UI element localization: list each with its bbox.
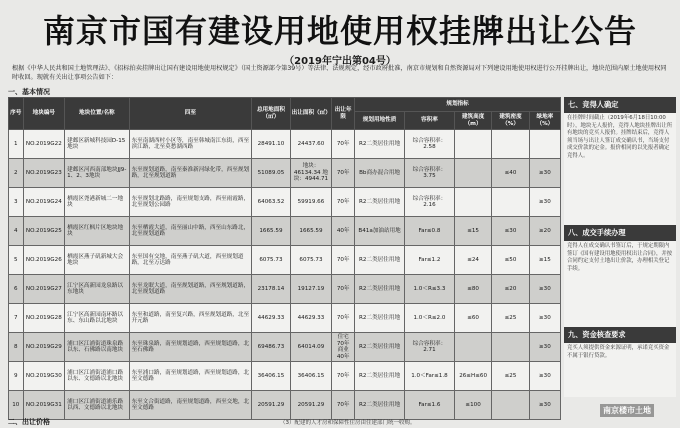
cell-total: 69486.73 bbox=[252, 333, 290, 362]
sidebar-heading: 八、成交手续办理 bbox=[564, 225, 676, 241]
cell-sell: 6075.73 bbox=[290, 246, 332, 275]
cell-height: ≤100 bbox=[454, 391, 491, 420]
sidebar-notes bbox=[564, 97, 676, 428]
cell-code: NO.2019G30 bbox=[23, 362, 65, 391]
header-bounds: 四至 bbox=[129, 98, 252, 130]
table-row bbox=[9, 188, 561, 217]
watermark-badge: 南京楼市土地 bbox=[600, 404, 654, 417]
cell-far: 综合容积率：2.58 bbox=[405, 130, 455, 159]
cell-total: 23178.14 bbox=[252, 275, 290, 304]
cell-years: 40年 bbox=[332, 217, 355, 246]
cell-green: ≥30 bbox=[529, 391, 560, 420]
cell-total: 20591.29 bbox=[252, 391, 290, 420]
cell-height bbox=[454, 130, 491, 159]
cell-far: 综合容积率：3.75 bbox=[405, 159, 455, 188]
header-green: 绿地率（%） bbox=[529, 112, 560, 130]
cell-total: 51089.05 bbox=[252, 159, 290, 188]
cell-code: NO.2019G22 bbox=[23, 130, 65, 159]
cell-years: 住宅70年商业40年 bbox=[332, 333, 355, 362]
sidebar-heading: 七、竞得人确定 bbox=[564, 97, 676, 113]
announcement-number: （2019年宁出第04号） bbox=[284, 56, 396, 67]
header-density: 建筑密度（%） bbox=[492, 112, 529, 130]
section-heading-price: 二、出让价格 bbox=[8, 418, 50, 426]
cell-far: Far≤0.8 bbox=[405, 217, 455, 246]
cell-use: Bb商办混合用地 bbox=[355, 159, 405, 188]
cell-height bbox=[454, 159, 491, 188]
cell-green: ≥30 bbox=[529, 362, 560, 391]
cell-loc: 栖霞区红枫片区地块地块 bbox=[65, 217, 129, 246]
cell-code: NO.2019G27 bbox=[23, 275, 65, 304]
cell-loc: 建邺区河西南部地块JJ9-1、2、3地块 bbox=[65, 159, 129, 188]
header-years: 出让年限 bbox=[332, 98, 355, 130]
cell-sell: 地块：46134.34 地块：4944.71 bbox=[290, 159, 332, 188]
cell-use: R2二类居住用地 bbox=[355, 333, 405, 362]
cell-height: ≤15 bbox=[454, 217, 491, 246]
cell-density bbox=[492, 188, 529, 217]
cell-height: ≤60 bbox=[454, 304, 491, 333]
header-code: 地块编号 bbox=[23, 98, 65, 130]
cell-density: ≤40 bbox=[492, 159, 529, 188]
cell-sell: 64014.09 bbox=[290, 333, 332, 362]
table-row bbox=[9, 304, 561, 333]
cell-years: 70年 bbox=[332, 159, 355, 188]
cell-no: 2 bbox=[9, 159, 24, 188]
cell-bounds: 东至龙眠大道，南至规划道路，西至规划道路，北至规划道路 bbox=[129, 275, 252, 304]
cell-sell: 24437.60 bbox=[290, 130, 332, 159]
cell-total: 44629.33 bbox=[252, 304, 290, 333]
cell-code: NO.2019G28 bbox=[23, 304, 65, 333]
cell-bounds: 东至和道路，南至复兴路，西至规划道路，北至开元路 bbox=[129, 304, 252, 333]
cell-code: NO.2019G24 bbox=[23, 188, 65, 217]
intro-paragraph: 根据《中华人民共和国土地管理法》、《招标拍卖挂牌出让国有建设用地使用权规定》（国土资源部令第39号）等法律、法规规定，经市政府批准，南京市规划和自然资源局对下列建设用地使用权进行公开挂牌出让，地块范围内原土地使用权同时收回。现就有关出让事项公告如下： bbox=[12, 65, 667, 81]
sidebar-text: 竞买人须提供资金来源证明，承诺竞买资金不属于银行贷款。 bbox=[564, 343, 676, 397]
cell-no: 10 bbox=[9, 391, 24, 420]
cell-use: R2二类居住用地 bbox=[355, 275, 405, 304]
cell-loc: 江宁区高新园龙泉路以东地块 bbox=[65, 275, 129, 304]
sidebar-heading: 九、资金核查要求 bbox=[564, 327, 676, 343]
cell-far: 1.0＜R≤2.0 bbox=[405, 304, 455, 333]
cell-far: 1.0＜R≤3.3 bbox=[405, 275, 455, 304]
cell-total: 28491.10 bbox=[252, 130, 290, 159]
cell-years: 70年 bbox=[332, 362, 355, 391]
cell-use: R2二类居住用地 bbox=[355, 130, 405, 159]
header-use: 规划用地性质 bbox=[355, 112, 405, 130]
cell-no: 7 bbox=[9, 304, 24, 333]
cell-bounds: 东至规划道路，南至秦淮新河绿化带，西至规划路，北至规划道路 bbox=[129, 159, 252, 188]
cell-far: Far≤1.2 bbox=[405, 246, 455, 275]
page-title: 南京市国有建设用地使用权挂牌出让公告 bbox=[42, 12, 637, 50]
cell-loc: 栖霞区尧港新城二一地块 bbox=[65, 188, 129, 217]
cell-code: NO.2019G31 bbox=[23, 391, 65, 420]
cell-use: B41a加油站用地 bbox=[355, 217, 405, 246]
header-plan: 规划指标 bbox=[355, 98, 561, 112]
cell-total: 1665.59 bbox=[252, 217, 290, 246]
header-total-area: 总用地面积（㎡） bbox=[252, 98, 290, 130]
table-row bbox=[9, 391, 561, 420]
cell-green: ≥30 bbox=[529, 159, 560, 188]
cell-no: 3 bbox=[9, 188, 24, 217]
table-row bbox=[9, 246, 561, 275]
cell-sell: 20591.29 bbox=[290, 391, 332, 420]
cell-green bbox=[529, 130, 560, 159]
cell-no: 6 bbox=[9, 275, 24, 304]
cell-green: ≥30 bbox=[529, 275, 560, 304]
header-far: 容积率 bbox=[405, 112, 455, 130]
cell-density: ≤25 bbox=[492, 362, 529, 391]
cell-height: ≤80 bbox=[454, 275, 491, 304]
footer-note: （3）配建的人才房和保障性住房由住建部门统一收购。 bbox=[280, 420, 416, 426]
section-heading-basic: 一、基本情况 bbox=[8, 88, 50, 96]
cell-code: NO.2019G29 bbox=[23, 333, 65, 362]
cell-green: ≥15 bbox=[529, 246, 560, 275]
cell-density bbox=[492, 333, 529, 362]
cell-loc: 浦口区江浦街道浦乐路以西、文德路以北地块 bbox=[65, 391, 129, 420]
cell-bounds: 东至文合街道路，南至规划道路，西至交地，北至文德路 bbox=[129, 391, 252, 420]
cell-loc: 江宁区高新园南环路以东、东山路以北地块 bbox=[65, 304, 129, 333]
cell-loc: 浦口区江浦街道浦口路以东、文德路以北地块 bbox=[65, 362, 129, 391]
cell-density: ≤50 bbox=[492, 246, 529, 275]
cell-density: ≤25 bbox=[492, 304, 529, 333]
cell-density: ≤20 bbox=[492, 275, 529, 304]
cell-use: R2二类居住用地 bbox=[355, 362, 405, 391]
cell-sell: 44629.33 bbox=[290, 304, 332, 333]
cell-density bbox=[492, 391, 529, 420]
header-no: 序号 bbox=[9, 98, 24, 130]
cell-code: NO.2019G26 bbox=[23, 246, 65, 275]
header-sell-area: 出让面积（㎡） bbox=[290, 98, 332, 130]
table-row bbox=[9, 130, 561, 159]
cell-years: 70年 bbox=[332, 246, 355, 275]
cell-use: R2二类居住用地 bbox=[355, 391, 405, 420]
cell-sell: 59919.66 bbox=[290, 188, 332, 217]
land-parcel-table bbox=[8, 97, 561, 420]
cell-density bbox=[492, 130, 529, 159]
cell-far: 综合容积率：2.71 bbox=[405, 333, 455, 362]
cell-loc: 浦口区江浦街道珠泉路以东、石佛路以南地块 bbox=[65, 333, 129, 362]
cell-height: ≤24 bbox=[454, 246, 491, 275]
cell-no: 8 bbox=[9, 333, 24, 362]
cell-far: 1.0＜Far≤1.8 bbox=[405, 362, 455, 391]
cell-years: 70年 bbox=[332, 304, 355, 333]
header-height: 建筑高度（m） bbox=[454, 112, 491, 130]
cell-height: 26≤H≤60 bbox=[454, 362, 491, 391]
cell-bounds: 东至栖霞大道，南至丽山中路，西至山东路北，北至规划道路 bbox=[129, 217, 252, 246]
cell-far: Far≤1.6 bbox=[405, 391, 455, 420]
cell-no: 5 bbox=[9, 246, 24, 275]
table-row bbox=[9, 362, 561, 391]
cell-years: 70年 bbox=[332, 391, 355, 420]
header-location: 地块位置/名称 bbox=[65, 98, 129, 130]
cell-use: R2二类居住用地 bbox=[355, 246, 405, 275]
cell-years: 70年 bbox=[332, 275, 355, 304]
cell-sell: 19127.19 bbox=[290, 275, 332, 304]
cell-loc: 栖霞区燕子矶新城大会地块 bbox=[65, 246, 129, 275]
cell-green: ≥30 bbox=[529, 304, 560, 333]
cell-no: 9 bbox=[9, 362, 24, 391]
sidebar-text: 竞得人在成交确认书签订后，于规定期限内签订《国有建设用地使用权出让合同》，并按合同约定支付土地出让价款，办理相关登记手续。 bbox=[564, 241, 676, 327]
cell-far: 综合容积率：2.16 bbox=[405, 188, 455, 217]
cell-sell: 1665.59 bbox=[290, 217, 332, 246]
cell-sell: 36406.15 bbox=[290, 362, 332, 391]
table-row bbox=[9, 333, 561, 362]
cell-green: ≥20 bbox=[529, 217, 560, 246]
cell-total: 64063.52 bbox=[252, 188, 290, 217]
cell-use: R2二类居住用地 bbox=[355, 304, 405, 333]
cell-bounds: 东至南湖西村小区等，南至韩城南江东街，西至滨江路，北至莫愁湖西路 bbox=[129, 130, 252, 159]
cell-bounds: 东至浦口路，南至规划道路，西至规划道路，北至文德路 bbox=[129, 362, 252, 391]
table-row bbox=[9, 217, 561, 246]
cell-green: ≥30 bbox=[529, 188, 560, 217]
table-row bbox=[9, 159, 561, 188]
cell-green: ≥30 bbox=[529, 333, 560, 362]
cell-bounds: 东至珠泉路，南至规划道路，西至规划道路，北至石佛路 bbox=[129, 333, 252, 362]
sidebar-text: 在挂牌时间截止（2019年6月18日10:00时），地块无人报价，竞得人地块挂牌出让所有地块的竞买人报价。挂牌结束后，竞得人须当场与出让人签订成交确认书，当场支付成交价款的定金。报价相同的以先报者确定竞得人。 bbox=[564, 113, 676, 225]
cell-total: 6075.73 bbox=[252, 246, 290, 275]
cell-height bbox=[454, 188, 491, 217]
cell-years: 70年 bbox=[332, 130, 355, 159]
cell-years: 70年 bbox=[332, 188, 355, 217]
cell-no: 4 bbox=[9, 217, 24, 246]
cell-loc: 建邺区新城科技园D-15地块 bbox=[65, 130, 129, 159]
cell-use: R2二类居住用地 bbox=[355, 188, 405, 217]
cell-bounds: 东至规划北路路，南至规划支路，西至雨霞路，北至规划公园路 bbox=[129, 188, 252, 217]
cell-height bbox=[454, 333, 491, 362]
cell-density: ≤30 bbox=[492, 217, 529, 246]
cell-total: 36406.15 bbox=[252, 362, 290, 391]
cell-bounds: 东至国有交地，南至燕子矶大道，西至规划道路，北至万达路 bbox=[129, 246, 252, 275]
cell-no: 1 bbox=[9, 130, 24, 159]
cell-code: NO.2019G25 bbox=[23, 217, 65, 246]
table-row bbox=[9, 275, 561, 304]
cell-code: NO.2019G23 bbox=[23, 159, 65, 188]
